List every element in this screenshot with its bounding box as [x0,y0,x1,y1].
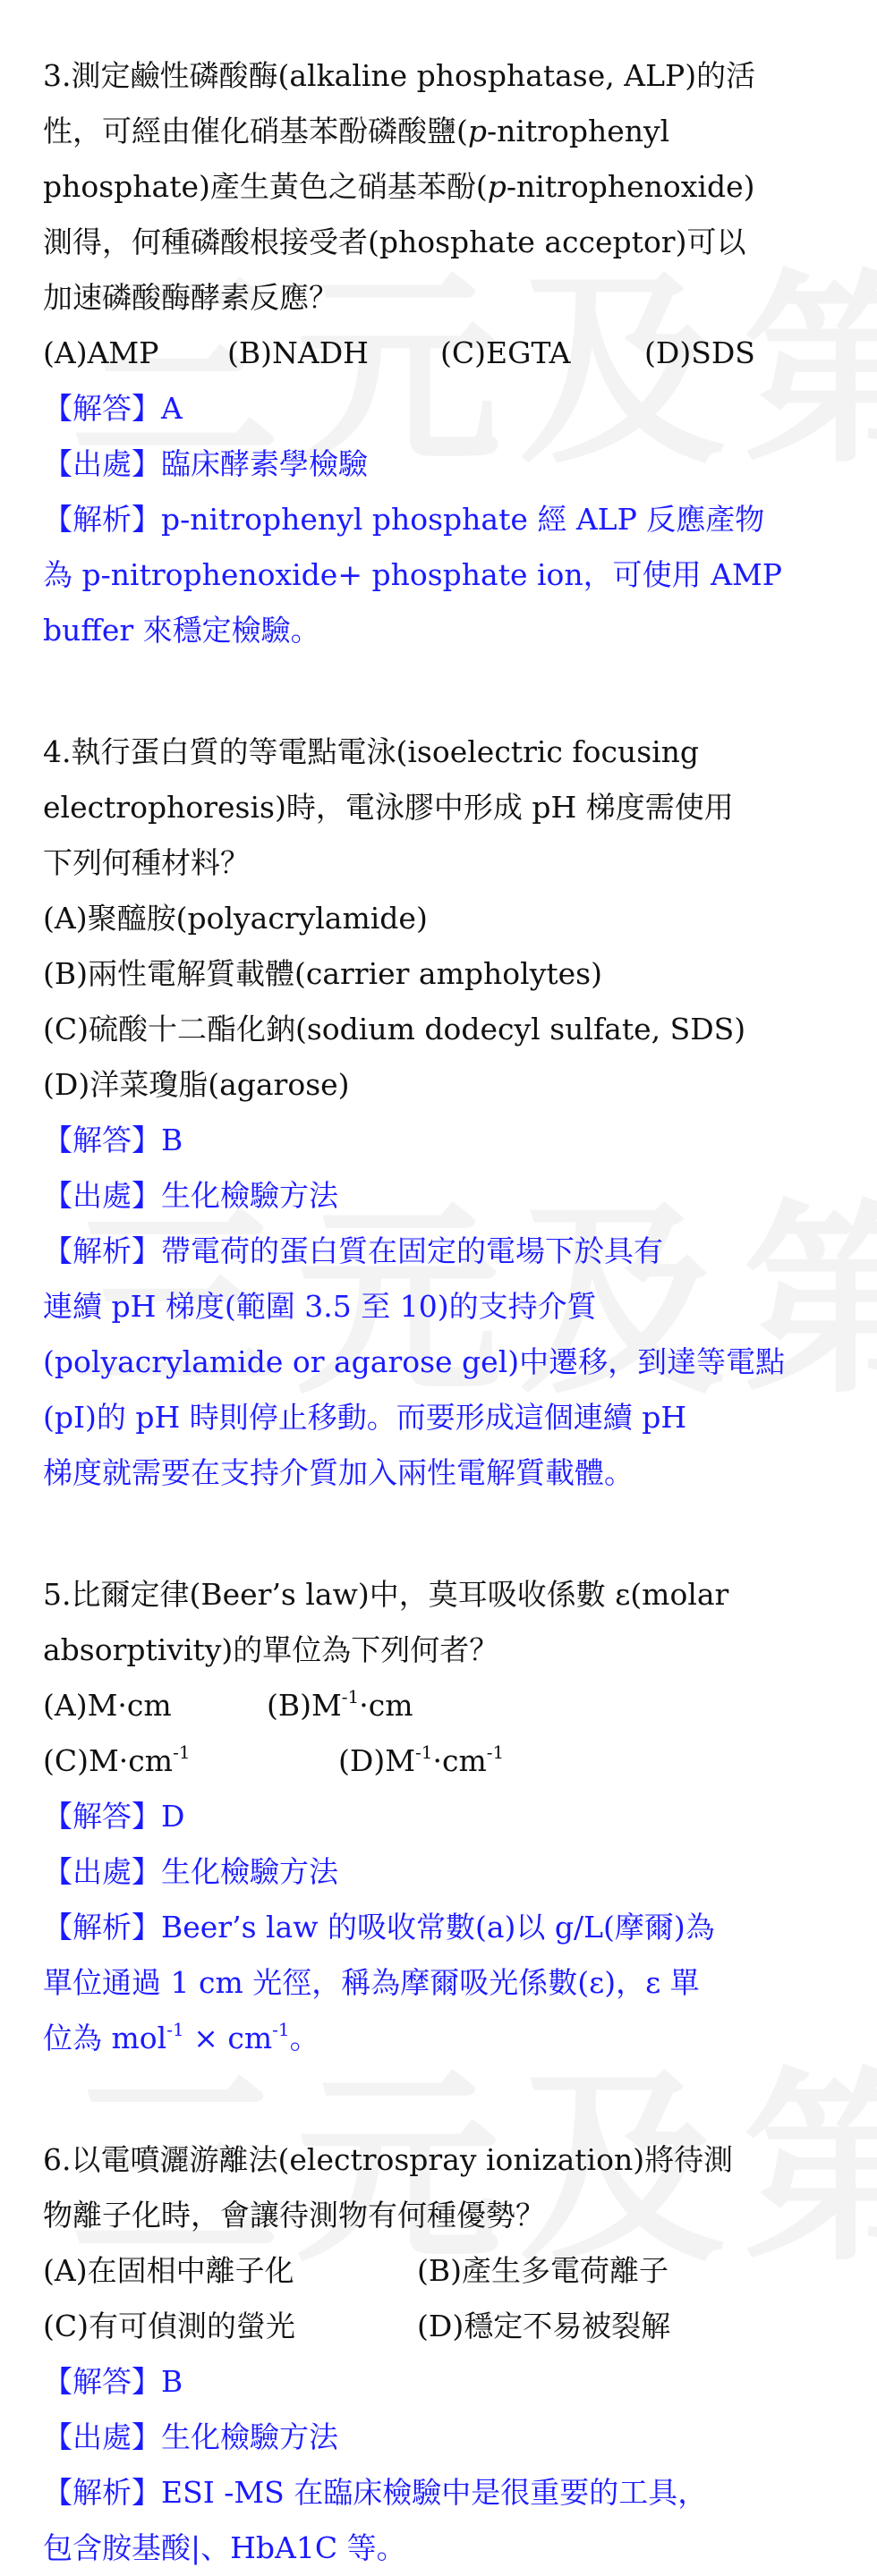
question-4 [43,724,841,1501]
options-row [43,1733,841,1789]
question-line: 下列何種材料？ [43,845,250,880]
question-line: 6.以電噴灑游離法(electrospray ionization)將待測 [43,2142,734,2177]
option-b [267,1678,413,1733]
option-c: (C)EGTA [440,335,571,370]
superscript: -1 [486,1741,505,1763]
option-d [338,1733,504,1789]
superscript: -1 [173,1741,191,1763]
question-line: electrophoresis)時，電泳膠中形成 pH 梯度需使用 [43,790,734,825]
source-line: 【出處】生化檢驗方法 [43,1854,338,1889]
italic-p: p [487,169,507,204]
question-line: 3.測定鹼性磷酸酶(alkaline phosphatase, ALP)的活 [43,58,756,93]
superscript: -1 [166,2019,184,2040]
options-row [43,2243,841,2299]
question-line-part: -nitrophenoxide) [506,169,755,204]
question-line: 4.執行蛋白質的等電點電泳(isoelectric focusing [43,734,700,769]
option-b: (B)兩性電解質載體(carrier ampholytes) [43,956,602,991]
question-line: absorptivity)的單位為下列何者？ [43,1632,499,1667]
option-b: (B)NADH [227,335,369,370]
question-line [43,159,841,215]
answer-line: 【解答】B [43,1123,183,1157]
option-b: (B)產生多電荷離子 [417,2253,668,2288]
explanation-line [43,2011,841,2066]
source-line: 【出處】生化檢驗方法 [43,1178,338,1213]
option-c: (C)有可偵測的螢光 [43,2309,295,2343]
question-stem [43,2132,841,2243]
explanation [43,492,841,658]
answer-line: 【解答】B [43,2364,183,2399]
answer-line: 【解答】A [43,391,183,426]
explanation-line: 【解析】帶電荷的蛋白質在固定的電場下於具有 [43,1233,663,1268]
option-d-unit: ·cm [432,1743,487,1778]
explanation-line: 【解析】ESI -MS 在臨床檢驗中是很重要的工具， [43,2475,708,2510]
option-d: (D)SDS [644,335,755,370]
question-line: 測得，何種磷酸根接受者(phosphate acceptor)可以 [43,225,746,259]
option-c: (C)硫酸十二酯化鈉(sodium dodecyl sulfate, SDS) [43,1012,746,1046]
question-line: 5.比爾定律(Beer’s law)中，莫耳吸收係數 ε(molar [43,1577,729,1612]
explanation-part: 位為 mol [43,2021,167,2055]
question-line: 加速磷酸酶酵素反應？ [43,280,338,315]
options-row [43,1678,841,1733]
explanation-part: × cm [183,2021,273,2055]
option-b-unit: ·cm [359,1688,413,1723]
option-a: (A)M·cm [43,1688,172,1723]
explanation [43,1224,841,1501]
question-line-part: phosphate)產生黃色之硝基苯酚( [43,169,488,204]
option-d-base: (D)M [338,1743,415,1778]
option-d: (D)穩定不易被裂解 [417,2309,671,2343]
explanation-line: 連續 pH 梯度(範圍 3.5 至 10)的支持介質 [43,1289,597,1324]
source-line: 【出處】生化檢驗方法 [43,2419,338,2454]
explanation [43,1900,841,2066]
question-line [43,104,841,159]
italic-p: p [467,114,487,148]
question-5 [43,1567,841,2066]
option-c-base: (C)M·cm [43,1743,174,1778]
options-row [43,2299,841,2354]
explanation-line: 單位通過 1 cm 光徑，稱為摩爾吸光係數(ε)，ε 單 [43,1965,700,2000]
explanation-line: (polyacrylamide or agarose gel)中遷移，到達等電點 [43,1344,786,1379]
question-line-part: 性，可經由催化硝基苯酚磷酸鹽( [43,114,468,148]
source-line: 【出處】臨床酵素學檢驗 [43,446,368,481]
option-a: (A)在固相中離子化 [43,2253,294,2288]
option-a: (A)AMP [43,335,159,370]
question-line-part: -nitrophenyl [487,114,670,148]
question-stem [43,48,841,326]
superscript: -1 [341,1686,360,1707]
explanation-line: (pI)的 pH 時則停止移動。而要形成這個連續 pH [43,1400,687,1435]
question-stem [43,724,841,891]
explanation-line: 包含胺基酸|、HbA1C 等。 [43,2530,406,2565]
explanation-part: 。 [289,2021,319,2055]
explanation [43,2465,841,2576]
question-stem [43,1567,841,1678]
explanation-line: 【解析】p-nitrophenyl phosphate 經 ALP 反應產物 [43,502,765,537]
explanation-line: 為 p-nitrophenoxide+ phosphate ion，可使用 AMP [43,557,782,592]
explanation-line: buffer 來穩定檢驗。 [43,613,320,648]
option-d: (D)洋菜瓊脂(agarose) [43,1067,350,1102]
superscript: -1 [415,1741,433,1763]
superscript: -1 [272,2019,290,2040]
explanation-line: 【解析】Beer’s law 的吸收常數(a)以 g/L(摩爾)為 [43,1910,715,1945]
explanation-line: 梯度就需要在支持介質加入兩性電解質載體。 [43,1455,634,1490]
option-b-base: (B)M [267,1688,342,1723]
options-row [43,326,841,381]
question-6 [43,2132,841,2576]
option-a: (A)聚醯胺(polyacrylamide) [43,901,428,936]
question-line: 物離子化時，會讓待測物有何種優勢？ [43,2198,545,2233]
option-c [43,1733,338,1789]
answer-line: 【解答】D [43,1799,185,1834]
question-3 [43,48,841,658]
